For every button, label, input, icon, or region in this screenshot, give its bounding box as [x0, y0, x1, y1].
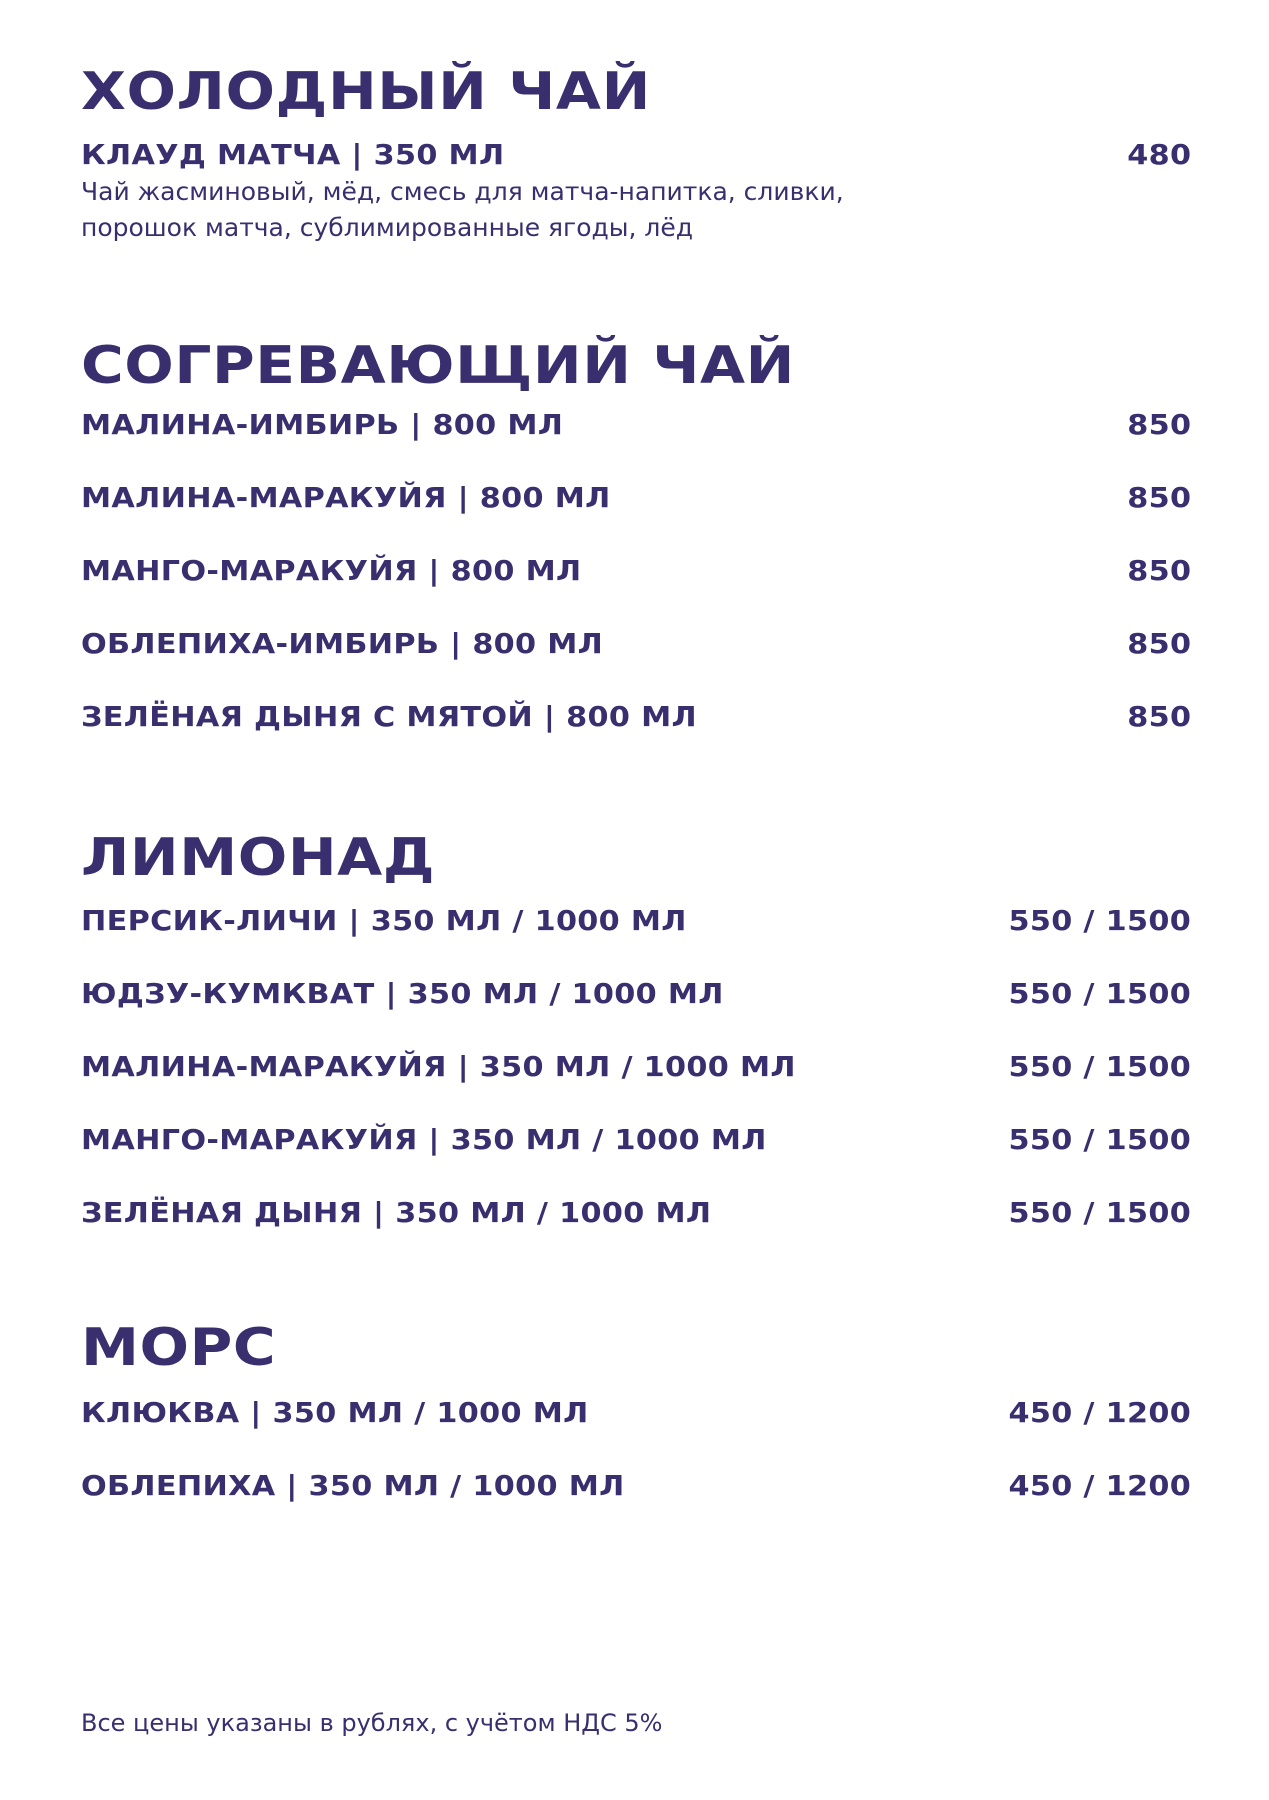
section-title: МОРС — [81, 1318, 277, 1378]
menu-item — [81, 1469, 1191, 1503]
item-price: 450 / 1200 — [1008, 1469, 1191, 1502]
item-name: ЮДЗУ-КУМКВАТ | 350 МЛ / 1000 МЛ — [81, 977, 724, 1010]
item-price: 850 — [1126, 481, 1191, 514]
item-name: КЛЮКВА | 350 МЛ / 1000 МЛ — [81, 1396, 589, 1429]
menu-item — [81, 138, 1191, 172]
footer-price-note: Все цены указаны в рублях, с учётом НДС 5% — [81, 1709, 663, 1737]
item-name: ОБЛЕПИХА | 350 МЛ / 1000 МЛ — [81, 1469, 625, 1502]
item-price: 850 — [1126, 627, 1191, 660]
menu-item — [81, 1396, 1191, 1430]
item-name: МАЛИНА-ИМБИРЬ | 800 МЛ — [81, 408, 564, 441]
menu-item — [81, 554, 1191, 588]
item-name: ОБЛЕПИХА-ИМБИРЬ | 800 МЛ — [81, 627, 604, 660]
item-price: 550 / 1500 — [1008, 977, 1191, 1010]
section-title: ЛИМОНАД — [81, 828, 436, 888]
menu-item — [81, 1123, 1191, 1157]
menu-item — [81, 977, 1191, 1011]
item-name: ЗЕЛЁНАЯ ДЫНЯ | 350 МЛ / 1000 МЛ — [81, 1196, 712, 1229]
item-name: ЗЕЛЁНАЯ ДЫНЯ С МЯТОЙ | 800 МЛ — [81, 700, 697, 733]
menu-item — [81, 627, 1191, 661]
item-price: 550 / 1500 — [1008, 1050, 1191, 1083]
section-warming-tea — [81, 336, 1191, 734]
item-description-line: порошок матча, сублимированные ягоды, лёд — [81, 213, 694, 242]
item-name: МАНГО-МАРАКУЙЯ | 350 МЛ / 1000 МЛ — [81, 1123, 767, 1156]
menu-item — [81, 700, 1191, 734]
section-lemonade — [81, 828, 1191, 1230]
section-cold-tea — [81, 62, 1191, 246]
item-price: 480 — [1126, 138, 1191, 171]
section-mors — [81, 1318, 1191, 1503]
menu-item — [81, 904, 1191, 938]
menu-item — [81, 481, 1191, 515]
item-price: 850 — [1126, 700, 1191, 733]
item-price: 550 / 1500 — [1008, 1196, 1191, 1229]
section-title: СОГРЕВАЮЩИЙ ЧАЙ — [81, 336, 795, 396]
item-price: 850 — [1126, 408, 1191, 441]
menu-page — [81, 0, 1191, 1800]
item-name: ПЕРСИК-ЛИЧИ | 350 МЛ / 1000 МЛ — [81, 904, 687, 937]
item-description — [81, 174, 941, 246]
item-price: 550 / 1500 — [1008, 1123, 1191, 1156]
menu-item — [81, 1050, 1191, 1084]
item-price: 550 / 1500 — [1008, 904, 1191, 937]
section-title: ХОЛОДНЫЙ ЧАЙ — [81, 62, 651, 122]
menu-item — [81, 408, 1191, 442]
item-name: МАЛИНА-МАРАКУЙЯ | 800 МЛ — [81, 481, 611, 514]
item-description-line: Чай жасминовый, мёд, смесь для матча-напитка, сливки, — [81, 177, 844, 206]
menu-item — [81, 1196, 1191, 1230]
item-price: 450 / 1200 — [1008, 1396, 1191, 1429]
item-price: 850 — [1126, 554, 1191, 587]
item-name: КЛАУД МАТЧА | 350 МЛ — [81, 138, 505, 171]
item-name: МАЛИНА-МАРАКУЙЯ | 350 МЛ / 1000 МЛ — [81, 1050, 796, 1083]
item-name: МАНГО-МАРАКУЙЯ | 800 МЛ — [81, 554, 582, 587]
